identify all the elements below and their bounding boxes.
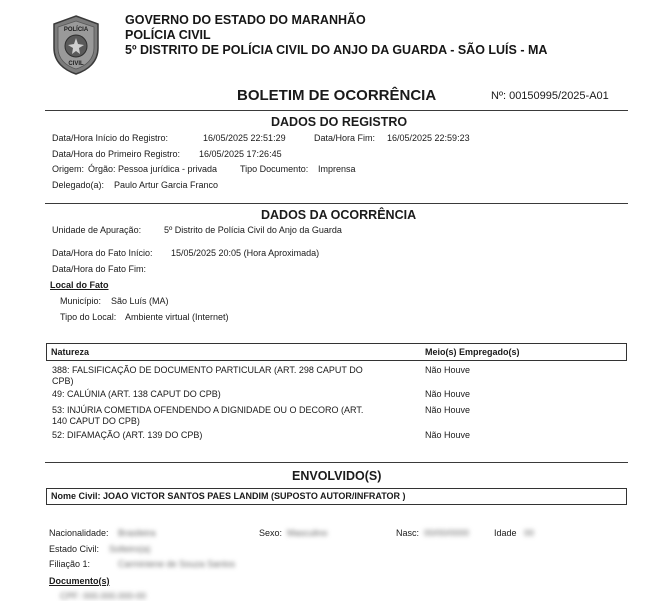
nacionalidade-label: Nacionalidade: bbox=[49, 528, 109, 538]
unidade-value: 5º Distrito de Polícia Civil do Anjo da Guarda bbox=[164, 225, 342, 235]
filiacao-label: Filiação 1: bbox=[49, 559, 91, 569]
estado-civil-label: Estado Civil: bbox=[49, 544, 100, 554]
local-fato-title: Local do Fato bbox=[50, 280, 109, 290]
origem-value: Órgão: Pessoa jurídica - privada bbox=[88, 164, 218, 174]
svg-text:POLÍCIA: POLÍCIA bbox=[63, 27, 89, 33]
header-government: GOVERNO DO ESTADO DO MARANHÃO bbox=[125, 13, 366, 27]
fato-inicio-label: Data/Hora do Fato Início: bbox=[52, 248, 153, 258]
natureza-cell: 388: FALSIFICAÇÃO DE DOCUMENTO PARTICULAR (ART. 298 CAPUT DO bbox=[52, 365, 363, 375]
document-number: Nº: 00150995/2025-A01 bbox=[491, 90, 609, 102]
registro-inicio-label: Data/Hora Início do Registro: bbox=[52, 133, 169, 143]
header-district: 5º DISTRITO DE POLÍCIA CIVIL DO ANJO DA GUARDA - SÃO LUÍS - MA bbox=[125, 43, 548, 57]
filiacao-value: Carminiene de Souza Santos bbox=[118, 559, 236, 569]
divider bbox=[45, 462, 628, 463]
tipo-local-value: Ambiente virtual (Internet) bbox=[125, 312, 229, 322]
unidade-label: Unidade de Apuração: bbox=[52, 225, 142, 235]
section-title-envolvido: ENVOLVIDO(S) bbox=[292, 469, 382, 483]
registro-inicio-value: 16/05/2025 22:51:29 bbox=[203, 133, 286, 143]
section-title-ocorrencia: DADOS DA OCORRÊNCIA bbox=[261, 208, 417, 222]
divider bbox=[45, 110, 628, 111]
registro-fim-label: Data/Hora Fim: bbox=[314, 133, 376, 143]
municipio-label: Município: bbox=[60, 296, 102, 306]
meio-cell: Não Houve bbox=[425, 405, 471, 415]
natureza-table-header bbox=[46, 343, 627, 361]
meio-cell: Não Houve bbox=[425, 389, 471, 399]
municipio-value: São Luís (MA) bbox=[111, 296, 169, 306]
tipo-documento-label: Tipo Documento: bbox=[240, 164, 309, 174]
nasc-label: Nasc: bbox=[396, 528, 420, 538]
meio-cell: Não Houve bbox=[425, 430, 471, 440]
sexo-label: Sexo: bbox=[259, 528, 283, 538]
fato-inicio-value: 15/05/2025 20:05 (Hora Aproximada) bbox=[171, 248, 320, 258]
tipo-local-label: Tipo do Local: bbox=[60, 312, 117, 322]
natureza-cell-cont: CPB) bbox=[52, 376, 74, 386]
registro-primeiro-label: Data/Hora do Primeiro Registro: bbox=[52, 149, 181, 159]
delegado-label: Delegado(a): bbox=[52, 180, 105, 190]
divider bbox=[45, 203, 628, 204]
registro-fim-value: 16/05/2025 22:59:23 bbox=[387, 133, 470, 143]
delegado-value: Paulo Artur Garcia Franco bbox=[114, 180, 219, 190]
natureza-cell-cont: 140 CAPUT DO CPB) bbox=[52, 416, 140, 426]
registro-primeiro-value: 16/05/2025 17:26:45 bbox=[199, 149, 282, 159]
idade-value: 00 bbox=[524, 528, 535, 538]
natureza-column-header: Natureza bbox=[51, 347, 90, 357]
documento-value: CPF: 000.000.000-00 bbox=[60, 591, 147, 601]
meio-cell: Não Houve bbox=[425, 365, 471, 375]
nacionalidade-value: Brasileira bbox=[118, 528, 156, 538]
sexo-value: Masculino bbox=[287, 528, 328, 538]
idade-label: Idade bbox=[494, 528, 517, 538]
tipo-documento-value: Imprensa bbox=[318, 164, 356, 174]
documentos-title: Documento(s) bbox=[49, 576, 110, 586]
nasc-value: 00/00/0000 bbox=[424, 528, 470, 538]
estado-civil-value: Solteiro(a) bbox=[109, 544, 151, 554]
section-title-registro: DADOS DO REGISTRO bbox=[271, 115, 408, 129]
police-badge-logo bbox=[50, 14, 102, 76]
nome-civil: Nome Civil: JOAO VICTOR SANTOS PAES LANDIM (SUPOSTO AUTOR/INFRATOR ) bbox=[51, 491, 406, 501]
natureza-cell: 52: DIFAMAÇÃO (ART. 139 DO CPB) bbox=[52, 430, 203, 440]
header-police: POLÍCIA CIVIL bbox=[125, 28, 211, 42]
natureza-cell: 49: CALÚNIA (ART. 138 CAPUT DO CPB) bbox=[52, 389, 221, 399]
natureza-cell: 53: INJÚRIA COMETIDA OFENDENDO A DIGNIDADE OU O DECORO (ART. bbox=[52, 405, 364, 415]
fato-fim-label: Data/Hora do Fato Fim: bbox=[52, 264, 147, 274]
origem-label: Origem: bbox=[52, 164, 85, 174]
meio-column-header: Meio(s) Empregado(s) bbox=[425, 347, 520, 357]
document-title: BOLETIM DE OCORRÊNCIA bbox=[237, 87, 437, 104]
svg-text:CIVIL: CIVIL bbox=[68, 61, 84, 67]
